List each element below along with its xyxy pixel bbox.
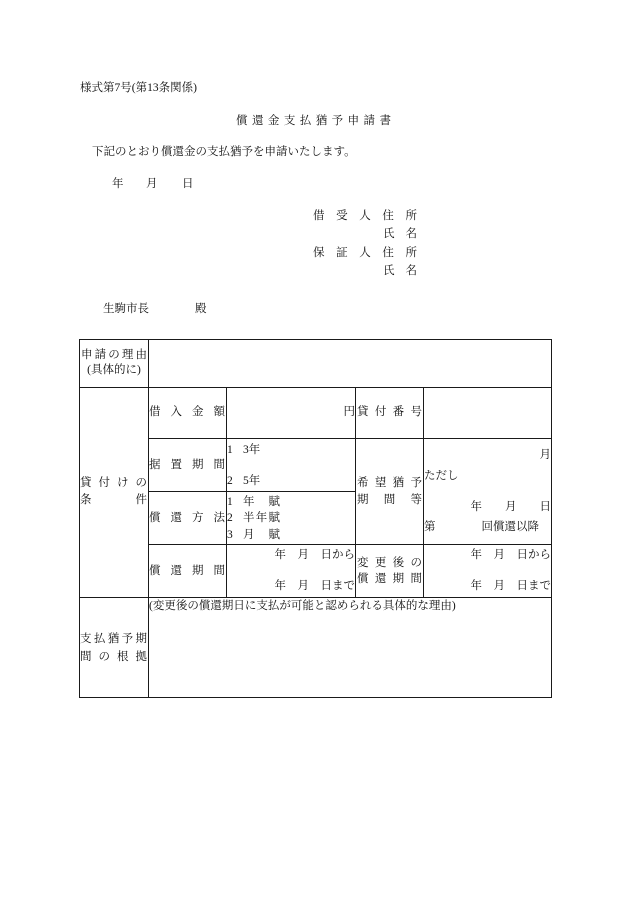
loan-number-label-cell bbox=[355, 387, 424, 439]
reason-value-cell bbox=[148, 339, 552, 388]
repayment-method-option bbox=[227, 528, 297, 542]
requested-deferment-month: 月 bbox=[539, 449, 551, 461]
repayment-period-to: 年 月 日まで bbox=[274, 580, 355, 592]
deferment-option bbox=[227, 474, 297, 488]
repayment-method-label-cell bbox=[148, 491, 227, 545]
basis-note: (変更後の償還期日に支払が可能と認められる具体的な理由) bbox=[149, 600, 456, 612]
changed-period-label-line1: 変 更 後 の bbox=[357, 557, 422, 569]
option-label: 5年 bbox=[243, 475, 261, 487]
requested-deferment-label-cell bbox=[355, 438, 424, 545]
repayment-period-from: 年 月 日から bbox=[274, 549, 355, 561]
repayment-method-option bbox=[227, 495, 297, 509]
changed-period-to: 年 月 日まで bbox=[470, 580, 551, 592]
form-title: 償 還 金 支 払 猶 予 申 請 書 bbox=[236, 115, 391, 127]
addressee-honorific: 殿 bbox=[195, 303, 207, 315]
loan-amount-value-cell bbox=[226, 387, 356, 439]
repayment-method-options-cell bbox=[226, 491, 356, 545]
loan-number-value-cell bbox=[423, 387, 552, 439]
basis-value-cell bbox=[148, 597, 552, 698]
guarantor-address-label: 保 証 人 住 所 bbox=[313, 247, 417, 259]
option-label: 年 賦 bbox=[243, 496, 280, 508]
addressee-name: 生駒市長 bbox=[103, 303, 149, 315]
deferment-option bbox=[227, 443, 297, 457]
date-year: 年 bbox=[112, 178, 124, 190]
option-number: 1 bbox=[227, 444, 233, 456]
changed-period-value-cell bbox=[423, 544, 552, 598]
loan-number-label: 貸 付 番 号 bbox=[357, 406, 422, 418]
conditions-label-cell bbox=[79, 387, 149, 598]
loan-amount-label: 借 入 金 額 bbox=[149, 406, 225, 418]
option-number: 2 bbox=[227, 512, 233, 524]
option-label: 半年賦 bbox=[243, 512, 280, 524]
requested-deferment-label-line2: 期 間 等 bbox=[357, 494, 422, 506]
repayment-method-option bbox=[227, 511, 297, 525]
intro-text: 下記のとおり償還金の支払猶予を申請いたします。 bbox=[92, 146, 356, 158]
loan-amount-label-cell bbox=[148, 387, 227, 439]
repayment-period-label-cell bbox=[148, 544, 227, 598]
reason-label-note: (具体的に) bbox=[87, 364, 141, 376]
option-label: 月 賦 bbox=[243, 529, 280, 541]
requested-deferment-installment: 第 回償還以降 bbox=[424, 521, 539, 533]
changed-period-from: 年 月 日から bbox=[470, 549, 551, 561]
basis-label-line2: 間 の 根 拠 bbox=[80, 651, 147, 663]
option-number: 2 bbox=[227, 475, 233, 487]
requested-deferment-value-cell bbox=[423, 438, 552, 545]
repayment-period-label: 償 還 期 間 bbox=[149, 565, 225, 577]
requested-deferment-date: 年 月 日 bbox=[470, 501, 551, 513]
conditions-label-line1: 貸 付 け の bbox=[80, 477, 147, 489]
guarantor-name-label: 氏 名 bbox=[383, 265, 417, 277]
borrower-name-label: 氏 名 bbox=[383, 228, 417, 240]
borrower-address-label: 借 受 人 住 所 bbox=[313, 210, 417, 222]
date-day: 日 bbox=[182, 178, 194, 190]
reason-label: 申 請 の 理 由 bbox=[81, 349, 147, 361]
basis-label-cell bbox=[79, 597, 149, 698]
option-number: 3 bbox=[227, 529, 233, 541]
requested-deferment-proviso: ただし bbox=[424, 470, 459, 482]
option-label: 3年 bbox=[243, 444, 261, 456]
option-number: 1 bbox=[227, 496, 233, 508]
basis-label-line1: 支払猶予期 bbox=[80, 633, 147, 645]
application-table bbox=[79, 339, 552, 698]
conditions-label-line2: 条 件 bbox=[80, 494, 147, 506]
deferment-period-label-cell bbox=[148, 438, 227, 492]
changed-period-label-line2: 償 還 期 間 bbox=[357, 573, 422, 585]
deferment-period-label: 据 置 期 間 bbox=[149, 459, 225, 471]
repayment-period-value-cell bbox=[226, 544, 356, 598]
deferment-period-options-cell bbox=[226, 438, 356, 492]
date-month: 月 bbox=[146, 178, 158, 190]
form-number: 様式第7号(第13条関係) bbox=[80, 82, 197, 94]
changed-period-label-cell bbox=[355, 544, 424, 598]
loan-amount-unit: 円 bbox=[343, 406, 355, 418]
requested-deferment-label-line1: 希 望 猶 予 bbox=[357, 477, 422, 489]
repayment-method-label: 償 還 方 法 bbox=[149, 512, 225, 524]
reason-label-cell bbox=[79, 339, 149, 388]
